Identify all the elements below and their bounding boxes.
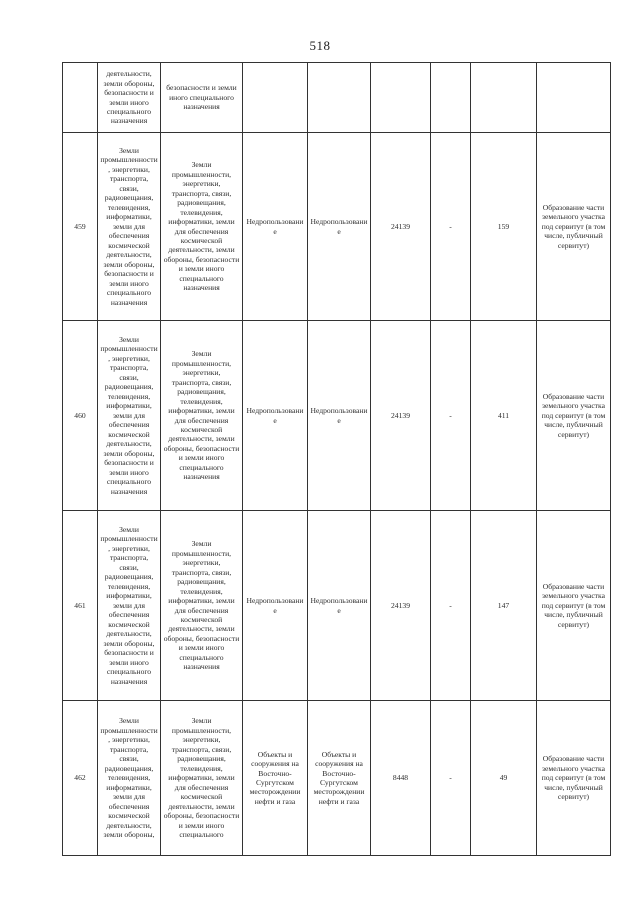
permitted-use-cell: Объекты и сооружения на Восточно-Сургутском месторождении нефти и газа — [308, 701, 371, 856]
land-category-cell: Земли промышленности, энергетики, транспорта, связи, радиовещания, телевидения, информатики, земли для обеспечения космической деятельности, земли обороны, безопасности и земли иного специального назначения — [98, 511, 161, 701]
land-category-cell: Земли промышленности, энергетики, транспорта, связи, радиовещания, телевидения, информатики, земли для обеспечения космической деятельности, земли обороны, безопасности и земли иного специального назначения — [161, 133, 243, 321]
dash-cell — [431, 63, 471, 133]
quarter-cell: 8448 — [371, 701, 431, 856]
table-row — [63, 133, 611, 321]
permitted-use-cell: Недропользование — [243, 321, 308, 511]
purpose-cell: Образование части земельного участка под сервитут (в том числе, публичный сервитут) — [537, 133, 611, 321]
permitted-use-cell: Недропользование — [308, 321, 371, 511]
row-number: 459 — [63, 133, 98, 321]
permitted-use-cell: Объекты и сооружения на Восточно-Сургутском месторождении нефти и газа — [243, 701, 308, 856]
row-number: 460 — [63, 321, 98, 511]
area-cell — [471, 63, 537, 133]
land-category-cell: Земли промышленности, энергетики, транспорта, связи, радиовещания, телевидения, информатики, земли для обеспечения космической деятельности, земли обороны, безопасности и земли иного специального назначения — [98, 133, 161, 321]
row-number — [63, 63, 98, 133]
area-cell: 411 — [471, 321, 537, 511]
dash-cell: - — [431, 133, 471, 321]
land-category-cell: Земли промышленности, энергетики, транспорта, связи, радиовещания, телевидения, информатики, земли для обеспечения космической деятельности, земли обороны, безопасности и земли иного специального назначения — [161, 511, 243, 701]
land-category-cell: Земли промышленности, энергетики, транспорта, связи, радиовещания, телевидения, информатики, земли для обеспечения космической деятельности, земли обороны, безопасности и земли иного специального — [161, 701, 243, 856]
table-row — [63, 63, 611, 133]
table-row — [63, 321, 611, 511]
table-row — [63, 511, 611, 701]
purpose-cell: Образование части земельного участка под сервитут (в том числе, публичный сервитут) — [537, 321, 611, 511]
area-cell: 49 — [471, 701, 537, 856]
land-category-cell: Земли промышленности, энергетики, транспорта, связи, радиовещания, телевидения, информатики, земли для обеспечения космической деятельности, земли обороны, безопасности и земли иного специального назначения — [98, 321, 161, 511]
permitted-use-cell: Недропользование — [308, 133, 371, 321]
purpose-cell: Образование части земельного участка под сервитут (в том числе, публичный сервитут) — [537, 511, 611, 701]
land-category-cell: безопасности и земли иного специального назначения — [161, 63, 243, 133]
quarter-cell: 24139 — [371, 133, 431, 321]
row-number: 461 — [63, 511, 98, 701]
area-cell: 147 — [471, 511, 537, 701]
area-cell: 159 — [471, 133, 537, 321]
permitted-use-cell — [243, 63, 308, 133]
dash-cell: - — [431, 511, 471, 701]
land-category-cell: деятельности, земли обороны, безопасности и земли иного специального назначения — [98, 63, 161, 133]
permitted-use-cell — [308, 63, 371, 133]
quarter-cell — [371, 63, 431, 133]
dash-cell: - — [431, 321, 471, 511]
permitted-use-cell: Недропользование — [308, 511, 371, 701]
table-row — [63, 701, 611, 856]
land-category-cell: Земли промышленности, энергетики, транспорта, связи, радиовещания, телевидения, информатики, земли для обеспечения космической деятельности, земли обороны, — [98, 701, 161, 856]
dash-cell: - — [431, 701, 471, 856]
quarter-cell: 24139 — [371, 511, 431, 701]
land-plots-table — [62, 62, 611, 856]
permitted-use-cell: Недропользование — [243, 133, 308, 321]
purpose-cell — [537, 63, 611, 133]
land-category-cell: Земли промышленности, энергетики, транспорта, связи, радиовещания, телевидения, информатики, земли для обеспечения космической деятельности, земли обороны, безопасности и земли иного специального назначения — [161, 321, 243, 511]
permitted-use-cell: Недропользование — [243, 511, 308, 701]
page-number: 518 — [309, 38, 331, 53]
quarter-cell: 24139 — [371, 321, 431, 511]
row-number: 462 — [63, 701, 98, 856]
purpose-cell: Образование части земельного участка под сервитут (в том числе, публичный сервитут) — [537, 701, 611, 856]
